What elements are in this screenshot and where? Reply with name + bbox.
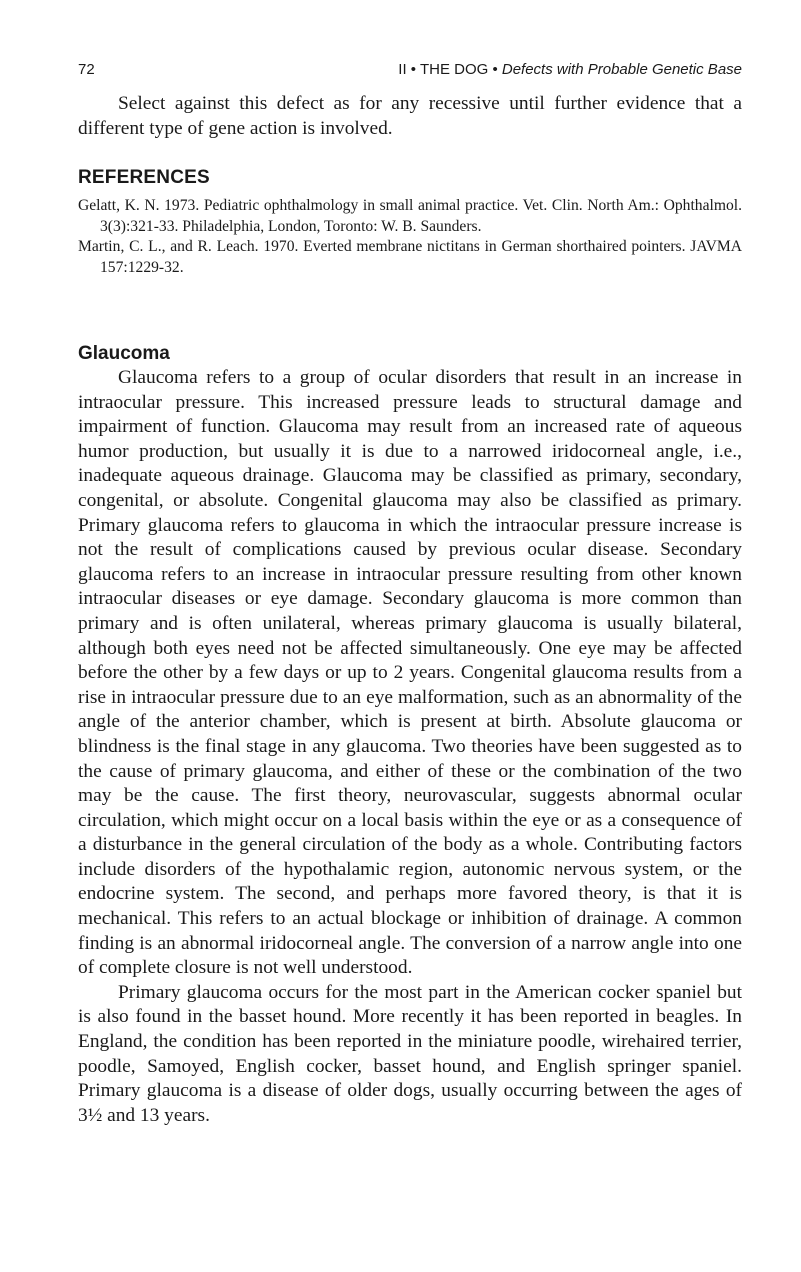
running-title-section: II • THE DOG • [398, 61, 502, 78]
running-title-subtitle: Defects with Probable Genetic Base [501, 61, 742, 78]
references-heading: REFERENCES [78, 167, 210, 188]
running-head [78, 60, 742, 80]
glaucoma-section [78, 366, 742, 1128]
glaucoma-heading: Glaucoma [78, 343, 170, 364]
reference-item: Gelatt, K. N. 1973. Pediatric ophthalmology in small animal practice. Vet. Clin. North Am.: Ophthalmol. 3(3):321-33. Philadelphia, London, Toronto: W. B. Saunders. [78, 197, 742, 235]
reference-item: Martin, C. L., and R. Leach. 1970. Everted membrane nictitans in German shorthaired pointers. JAVMA 157:1229-32. [78, 238, 742, 276]
page-number: 72 [78, 61, 95, 78]
glaucoma-paragraph: Glaucoma refers to a group of ocular disorders that result in an increase in intraocular pressure. This increased pressure leads to structural damage and impairment of function. Glaucoma may result from an increased rate of aqueous humor production, but usually it is due to a narrowed iridocorneal angle, i.e., inadequate aqueous drainage. Glaucoma may be classified as primary, secondary, congenital, or absolute. Congenital glaucoma may also be classified as primary. Primary glaucoma refers to glaucoma in which the intraocular pressure increase is not the result of complications caused by previous ocular disease. Secondary glaucoma refers to an increase in intraocular pressure resulting from other known intraocular diseases or eye damage. Secondary glaucoma is more common than primary and is often unilateral, whereas primary glaucoma is usually bilateral, although both eyes need not be affected simultaneously. One eye may be affected before the other by a few days or up to 2 years. Congenital glaucoma results from a rise in intraocular pressure due to an eye malformation, such as an abnormality of the angle of the anterior chamber, which is present at birth. Absolute glaucoma or blindness is the final stage in any glaucoma. Two theories have been suggested as to the cause of primary glaucoma, and either of these or the combination of the two may be the cause. The first theory, neurovascular, suggests abnormal ocular circulation, which might occur on a local basis within the eye or as a consequence of a disturbance in the general circulation of the body as a whole. Contributing factors include disorders of the hypothalamic region, autonomic nervous system, or the endocrine system. The second, and perhaps more favored theory, is that it is mechanical. This refers to an actual blockage or inhibition of drainage. A common finding is an abnormal iridocorneal angle. The conversion of a narrow angle into one of complete closure is not well understood. [78, 367, 742, 979]
intro-paragraph: Select against this defect as for any recessive until further evidence that a different type of gene action is involved. [78, 93, 742, 139]
references-list [78, 196, 742, 278]
book-page [78, 0, 742, 1272]
glaucoma-paragraph: Primary glaucoma occurs for the most part in the American cocker spaniel but is also found in the basset hound. More recently it has been reported in beagles. In England, the condition has been reported in the miniature poodle, wirehaired terrier, poodle, Samoyed, English cocker, basset hound, and English springer spaniel. Primary glaucoma is a disease of older dogs, usually occurring between the ages of 3½ and 13 years. [78, 981, 742, 1126]
running-title [398, 60, 742, 80]
